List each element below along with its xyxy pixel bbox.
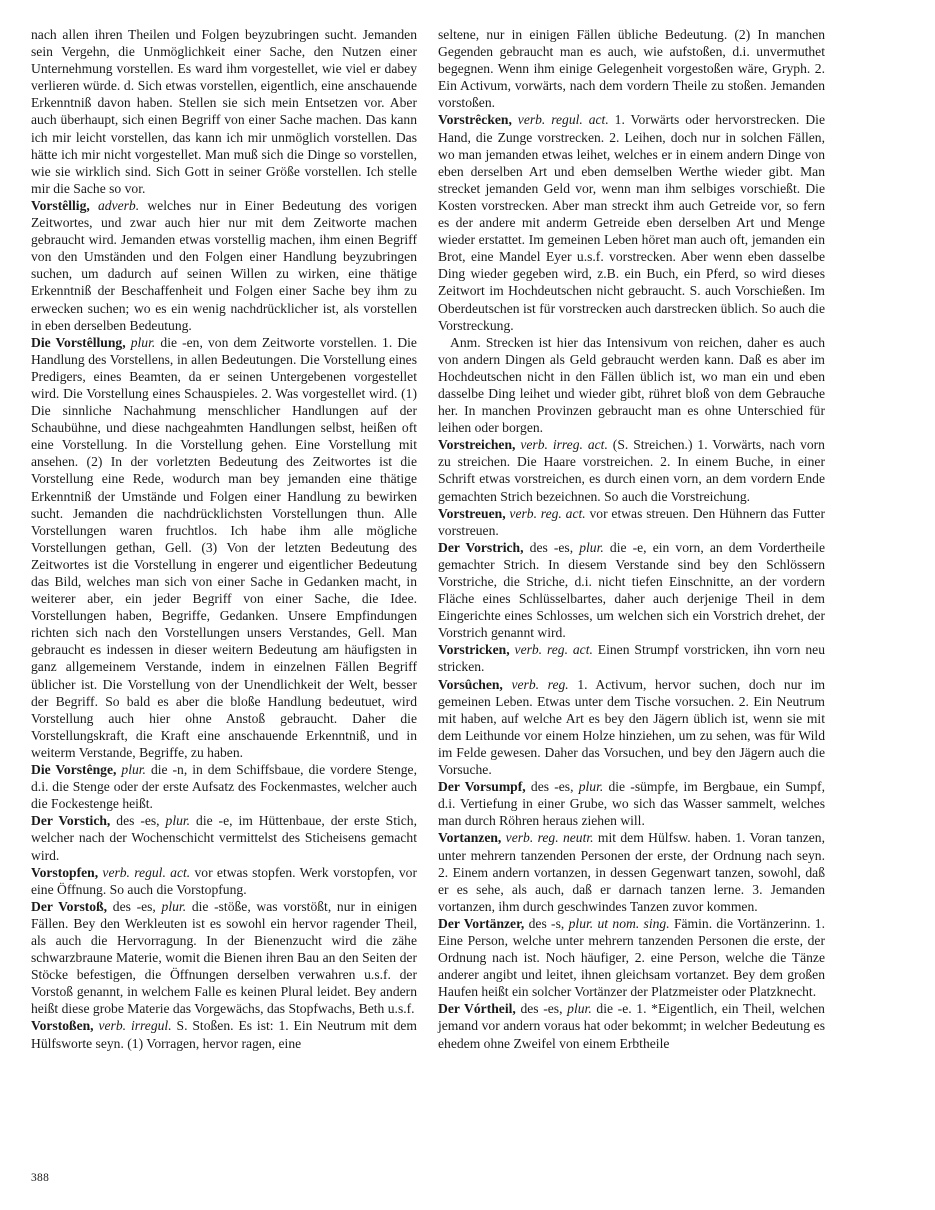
entry-vorstopfen bbox=[31, 864, 417, 898]
entry-vorstreuen bbox=[438, 505, 825, 539]
entry-continuation: seltene, nur in einigen Fällen übliche Bedeutung. (2) In manchen Gegenden gebraucht man es auch, wie aufstoßen, d.i. unvermuthet begegnen. Wenn ihm einige Gelegenheit vorgestoßen wäre, Gryph. 2. Ein Activum, vorwärts, nach dem vordern Theile zu stoßen. Jemanden vorstoßen. bbox=[438, 27, 825, 111]
inflection: des -es, bbox=[116, 813, 160, 829]
grammar-label: adverb. bbox=[97, 197, 140, 213]
headword: Vorstopfen, bbox=[31, 864, 99, 880]
definition: die -e. 1. *Eigentlich, ein Theil, welchen jemand vor andern voraus hat oder bekommt; in welcher Bedeutung es ehedem ohne Zweifel von einem Erbtheile bbox=[438, 1001, 825, 1051]
inflection: des -es, bbox=[112, 898, 156, 914]
headword: Vortanzen, bbox=[438, 830, 502, 846]
definition: die -e, im Hüttenbaue, der erste Stich, welcher nach der Wochenschicht vermittelst des Sticheisens gemacht wird. bbox=[31, 813, 417, 863]
headword: Vorstricken, bbox=[438, 642, 510, 658]
definition: die -sümpfe, im Bergbaue, ein Sumpf, d.i. Vertiefung in einer Grube, wo sich das Wasser sammelt, welches man durch Röhren heraus ziehen will. bbox=[438, 779, 825, 829]
inflection: des -es, bbox=[529, 539, 574, 555]
entry-vorstossen bbox=[31, 1017, 417, 1051]
grammar-label: plur. bbox=[578, 779, 604, 795]
definition: S. Stoßen. Es ist: 1. Ein Neutrum mit dem Hülfsworte seyn. (1) Vorragen, hervor ragen, eine bbox=[31, 1018, 417, 1051]
headword: Der Vorstoß, bbox=[31, 898, 108, 914]
entry-vorstellig bbox=[31, 197, 417, 334]
definition: die -stöße, was vorstößt, nur in einigen Fällen. Bey den Werkleuten ist es sowohl ein hervor ragender Theil, als auch die Hervorragung. In der Bienenzucht wird die zähe schwarzbraune Materie, womit die Bienen ihren Bau an den Seiten der Stöcke befestigen, die Öffnungen derselben verwahren u.s.f. der Vorstoß genannt, in welchem Falle es keinen Plural leidet. Bey andern heißt diese grobe Materie das Vorgewächs, das Stopfwachs, Beth u.s.f. bbox=[31, 898, 418, 1017]
definition: vor etwas streuen. Den Hühnern das Futter vorstreuen. bbox=[438, 505, 825, 538]
entry-vorstellung bbox=[31, 334, 417, 761]
headword: Vorstrêcken, bbox=[438, 112, 512, 128]
definition: Einen Strumpf vorstricken, ihn vorn neu stricken. bbox=[438, 642, 825, 675]
definition: die -n, in dem Schiffsbaue, die vordere Stenge, d.i. die Stenge oder der erste Aufsatz des Fockenmastes, welcher auch die Fockestenge heißt. bbox=[31, 762, 417, 812]
definition: 1. Vorwärts oder hervorstrecken. Die Hand, die Zunge vorstrecken. 2. Leihen, doch nur in solchen Fällen, wo man jemanden etwas leihet, welches er in einem andern Dinge von eben derselben Art und eben demselben Werthe wieder gibt. Man strecket jemanden Geld vor, wenn man ihm selbiges vorschießt. Die Kosten vorstrecken. Aber man streckt ihm auch Getreide vor, so fern es der andere mit anderm Getreide eben derselben Art und Menge wieder erstattet. Im gemeinen Leben höret man auch oft, jemanden ein Brot, eine Mandel Eyer u.s.f. vorstrecken. Aber wenn eben dasselbe Ding wieder gegeben wird, z.B. ein Buch, ein Pferd, so wird dieses Zeitwort im Hochdeutschen nicht gebraucht. S. auch Vorschießen. Im Oberdeutschen ist für vorstrecken auch darstrecken üblich. So auch die Vorstreckung. bbox=[438, 112, 825, 333]
headword: Vorstreichen, bbox=[438, 437, 516, 453]
grammar-label: verb. reg. act. bbox=[514, 642, 593, 658]
definition: 1. Activum, hervor suchen, doch nur im gemeinen Leben. Etwas unter dem Tische vorsuchen. 2. Ein Neutrum mit haben, auf welche Art es bey den Jägern üblich ist, wenn sie mit dem Leithunde vor einem Holze hinziehen, um zu sehen, was für Wild im Felde gewesen. Daher das Vorsuchen, und bey den Jägern auch die Vorsuche. bbox=[438, 676, 826, 778]
headword: Der Vorsumpf, bbox=[438, 779, 526, 795]
entry-vorstich bbox=[31, 812, 417, 863]
right-column bbox=[438, 26, 825, 1052]
entry-vorsuchen bbox=[438, 676, 825, 779]
headword: Vorstreuen, bbox=[438, 505, 506, 521]
grammar-label: verb. irreg. act. bbox=[520, 437, 608, 453]
entry-vortanzen bbox=[438, 829, 825, 914]
grammar-label: verb. reg. bbox=[511, 676, 569, 692]
entry-vorstenge bbox=[31, 761, 417, 812]
grammar-label: plur. bbox=[165, 813, 191, 829]
definition: (S. Streichen.) 1. Vorwärts, nach vorn zu streichen. Die Haare vorstreichen. 2. In einem Buche, in einer Schrift etwas vorstreichen, es durch einen vorn, an dem vordern Ende gemachten Strich bezeichnen. So auch die Vorstreichung. bbox=[438, 437, 825, 504]
left-column bbox=[31, 26, 417, 1052]
definition: die -e, ein vorn, an dem Vordertheile gemachter Strich. In diesem Verstande sind bey den Schlössern Vorstriche, die Striche, d.i. nicht tiefen Einschnitte, an der vordern Fläche eines Schlüsselbartes, daher auch derjenige Theil in dem Eingerichte eines Schlosses, um welchen sich ein Vorstrich drehet, der Vorstrich genannt wird. bbox=[438, 539, 825, 641]
entry-vorsumpf bbox=[438, 778, 825, 829]
entry-vorstricken bbox=[438, 641, 825, 675]
entry-vorstreichen bbox=[438, 436, 825, 504]
grammar-label: plur. bbox=[579, 539, 604, 555]
page-number: 388 bbox=[31, 1172, 50, 1184]
grammar-label: plur. bbox=[121, 762, 146, 778]
grammar-label: plur. bbox=[567, 1001, 592, 1017]
headword: Die Vorstênge, bbox=[31, 762, 117, 778]
entry-continuation: nach allen ihren Theilen und Folgen beyzubringen sucht. Jemanden sein Vergehn, die Unmöglichkeit einer Sache, den Nutzen einer Unternehmung vorstellen. Es ward ihm vorgestellet, wie viel er dabey verlieren würde. d. Sich etwas vorstellen, eigentlich, eine anschauende Erkenntniß davon haben. Stellen sie sich mein Entsetzen vor. Aber auch überhaupt, sich einen Begriff von einer Sache machen. Das kann ich mir leicht vorstellen, das kann ich mir unmöglich vorstellen. Das hätte ich mir nicht vorgestellet. Man muß sich die Dinge so vorstellen, wie sie wirklich sind. Sich Gott in seiner Größe vorstellen. Ich stelle mir die Sache so vor. bbox=[31, 27, 417, 196]
definition: welches nur in Einer Bedeutung des vorigen Zeitwortes, und zwar auch hier nur mit dem Zeitworte machen gebraucht wird. Jemanden etwas vorstellig machen, ihm einen Begriff von den Umständen und den Folgen einer Handlung beyzubringen suchen, um dadurch auf seinen Willen zu wirken, eine thätige Erkenntniß der Beschaffenheit und Folgen einer Sache bey ihm zu erwecken suchen; wo es ein wenig nachdrücklicher ist, als vorstellen in eben derselben Bedeutung. bbox=[31, 197, 417, 333]
definition: mit dem Hülfsw. haben. 1. Voran tanzen, unter mehrern tanzenden Personen der erste, der Ordnung nach seyn. 2. Einem andern vortanzen, in dessen Gegenwart tanzen, sowohl, daß er es sehe, als auch, daß er darnach tanzen lerne. 3. Jemanden vortanzen, ihm durch geschwindes Tanzen zuvor kommen. bbox=[438, 830, 825, 914]
grammar-label: verb. reg. act. bbox=[509, 505, 586, 521]
grammar-label: plur. ut nom. sing. bbox=[568, 915, 670, 931]
entry-vorstoss bbox=[31, 898, 417, 1018]
headword: Vorstoßen, bbox=[31, 1018, 94, 1034]
grammar-label: verb. irregul. bbox=[98, 1018, 172, 1034]
inflection: des -s, bbox=[528, 915, 565, 931]
grammar-label: verb. reg. neutr. bbox=[505, 830, 594, 846]
definition: vor etwas stopfen. Werk vorstopfen, vor eine Öffnung. So auch die Vorstopfung. bbox=[31, 864, 417, 897]
headword: Der Vorstrich, bbox=[438, 539, 524, 555]
definition: Fämin. die Vortänzerinn. 1. Eine Person, welche unter mehrern tanzenden Personen die erste, der Ordnung nach ist. Noch häufiger, 2. eine Person, welche die Tänze anderer angibt und leitet, ihnen gleichsam vortanzet. Bey dem großen Haufen heißt ein solcher Vortänzer der Platzmeister oder Platzknecht. bbox=[438, 915, 825, 1000]
headword: Der Vórtheil, bbox=[438, 1001, 516, 1017]
entry-vortaenzer bbox=[438, 915, 825, 1000]
inflection: des -es, bbox=[520, 1001, 563, 1017]
headword: Vorstêllig, bbox=[31, 197, 90, 213]
entry-note: Anm. Strecken ist hier das Intensivum von reichen, daher es auch von andern Dingen als Geld gebraucht werden kann. Daß es aber im Hochdeutschen nicht in den Fällen üblich ist, wo man ein und eben dasselbe Ding leihet und wieder gibt, rühret bloß von dem Gebrauche her. In manchen Provinzen gebraucht man es ohne Unterschied für leihen oder borgen. bbox=[438, 334, 825, 436]
headword: Der Vorstich, bbox=[31, 813, 111, 829]
inflection: des -es, bbox=[530, 779, 574, 795]
entry-vorstrich bbox=[438, 539, 825, 642]
grammar-label: verb. regul. act. bbox=[102, 864, 191, 880]
definition: die -en, von dem Zeitworte vorstellen. 1. Die Handlung des Vorstellens, in allen Bedeutungen. Die Vorstellung eines Predigers, eines Beamten, da er seinen Untergebenen vorgestellet wird. Die Vorstellung eines Schauspieles. 2. Was vorgestellet wird. (1) Die sinnliche Nachahmung menschlicher Handlungen auf der Schaubühne, und diese nachgeahmten Handlungen selbst, heißen oft eine Vorstellung. In die Vorstellung gehen. Eine Vorstellung mit ansehen. (2) In der vorletzten Bedeutung des Zeitwortes ist die Vorstellung eine Rede, wodurch man bey jemanden eine thätige Erkenntniß der Umstände und Folgen einer Handlung zu bewirken sucht. Jemanden die nachdrücklichsten Vorstellungen thun. Alle Vorstellungen waren fruchtlos. Ich habe ihm alle mögliche Vorstellungen gethan, Gell. (3) Von der letzten Bedeutung des Zeitwortes ist die Vorstellung in engerer und eigentlicher Bedeutung das Bild, welches man sich von einer Sache in Gedanken macht, in weiterer aber, ein jeder Begriff von einer Sache, die Idee. Vorstellungen haben, Begriffe, Gedanken. Unsere Empfindungen richten sich nach den Vorstellungen unsers Verstandes, Gell. Man gebraucht es indessen in dieser weitern Bedeutung am häufigsten in ganz allgemeinem Verstande, indem in einzelnen Fällen Begriff üblicher ist. Die Vorstellung von der Unendlichkeit der Welt, besser der Begriff. So bald es aber die bloße Handlung bedeutuet, wird Vorstellung auch hier ohne Anstoß gebraucht. Daher die Vorstellungskraft, die Kraft eine anschauende Erkenntniß, und in weiterm Verstande, Begriffe, zu haben. bbox=[31, 334, 417, 760]
entry-vortheil bbox=[438, 1000, 825, 1051]
grammar-label: verb. regul. act. bbox=[517, 112, 609, 128]
headword: Vorsûchen, bbox=[438, 676, 503, 692]
headword: Der Vortänzer, bbox=[438, 915, 525, 931]
grammar-label: plur. bbox=[161, 898, 187, 914]
grammar-label: plur. bbox=[130, 334, 156, 350]
headword: Die Vorstêllung, bbox=[31, 334, 126, 350]
entry-vorstrecken bbox=[438, 111, 825, 333]
